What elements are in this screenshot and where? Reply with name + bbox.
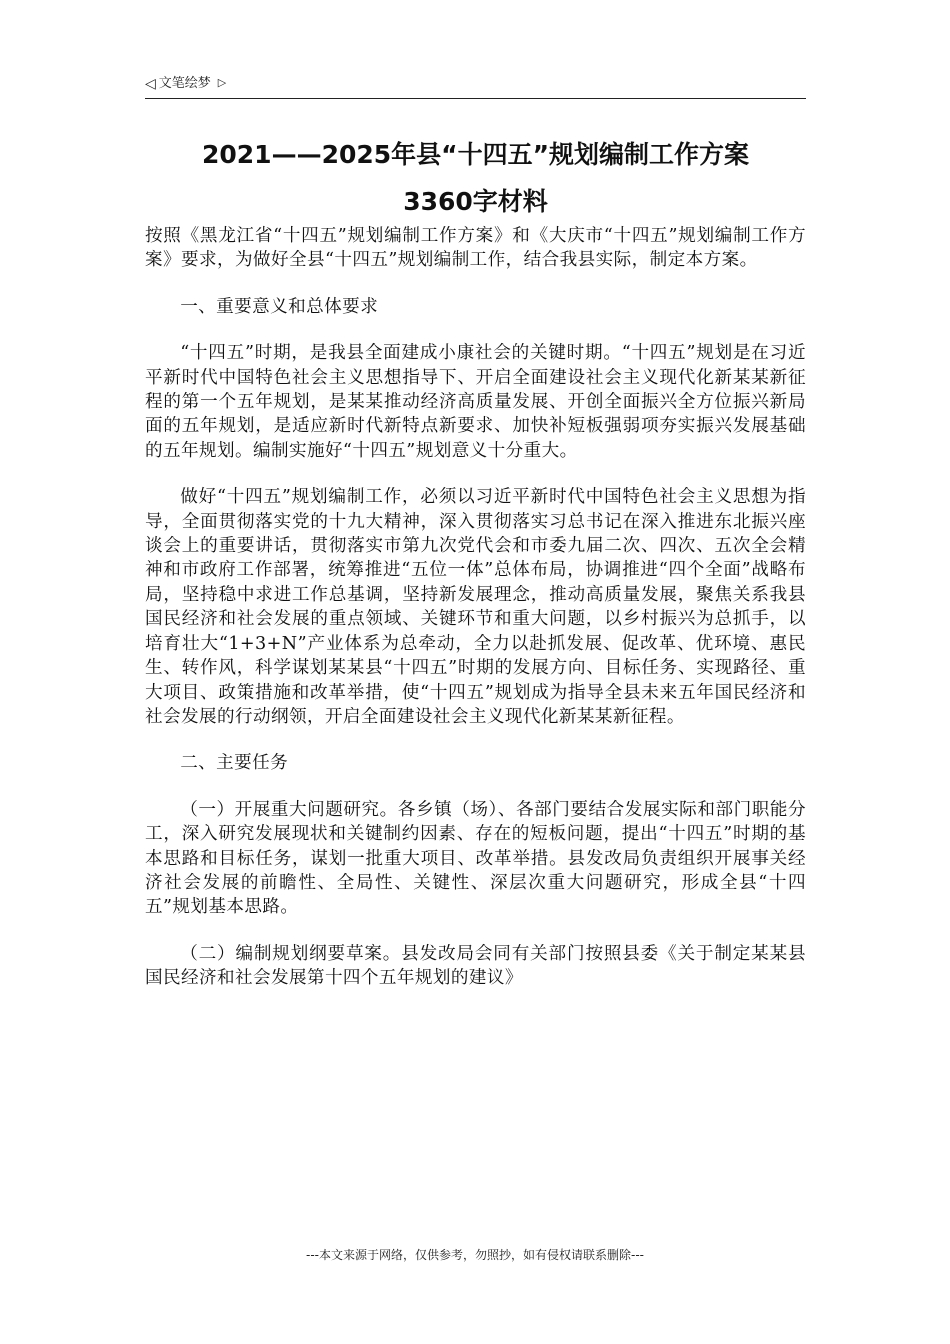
page-header [145,74,806,99]
paragraph-requirements: 做好“十四五”规划编制工作，必须以习近平新时代中国特色社会主义思想为指导，全面贯彻落实党的十九大精神，深入贯彻落实习总书记在深入推进东北振兴座谈会上的重要讲话，贯彻落实市第九次党代会和市委九届二次、四次、五次全会精神和市政府工作部署，统筹推进“五位一体”总体布局，协调推进“四个全面”战略布局，坚持稳中求进工作总基调，坚持新发展理念，推动高质量发展，聚焦关系我县国民经济和社会发展的重点领域、关键环节和重大问题，以乡村振兴为总抓手，以培育壮大“1+3+N”产业体系为总牵动，全力以赴抓发展、促改革、优环境、惠民生、转作风，科学谋划某某县“十四五”时期的发展方向、目标任务、实现路径、重大项目、政策措施和改革举措，使“十四五”规划成为指导全县未来五年国民经济和社会发展的行动纲领，开启全面建设社会主义现代化新某某新征程。 [145,487,806,727]
section-heading-1: 一、重要意义和总体要求 [180,296,379,317]
paragraph-task-1: （一）开展重大问题研究。各乡镇（场）、各部门要结合发展实际和部门职能分工，深入研究发展现状和关键制约因素、存在的短板问题，提出“十四五”时期的基本思路和目标任务，谋划一批重大项目、改革举措。县发改局负责组织开展事关经济社会发展的前瞻性、全局性、关键性、深层次重大问题研究，形成全县“十四五”规划基本思路。 [145,799,806,918]
triangle-right-icon: ▷ [217,76,227,89]
section-heading-2: 二、主要任务 [180,753,289,774]
page-footer: ---本文来源于网络，仅供参考，勿照抄，如有侵权请联系删除--- [306,1248,644,1262]
header-brand: 文笔绘梦 [158,76,211,91]
document-title: 2021——2025年县“十四五”规划编制工作方案 [201,140,750,169]
document-body [145,224,806,991]
triangle-left-icon: ◁ [145,76,156,92]
paragraph-task-2: （二）编制规划纲要草案。县发改局会同有关部门按照县委《关于制定某某县国民经济和社会发展第十四个五年规划的建议》 [145,943,806,989]
paragraph-significance: “十四五”时期，是我县全面建成小康社会的关键时期。“十四五”规划是在习近平新时代中国特色社会主义思想指导下、开启全面建设社会主义现代化新某某新征程的第一个五年规划，是某某推动经济高质量发展、开创全面振兴全方位振兴新局面的五年规划，是适应新时代新特点新要求、加快补短板强弱项夯实振兴发展基础的五年规划。编制实施好“十四五”规划意义十分重大。 [145,343,806,461]
intro-paragraph: 按照《黑龙江省“十四五”规划编制工作方案》和《大庆市“十四五”规划编制工作方案》要求，为做好全县“十四五”规划编制工作，结合我县实际，制定本方案。 [145,226,806,271]
document-subtitle: 3360字材料 [403,187,548,216]
